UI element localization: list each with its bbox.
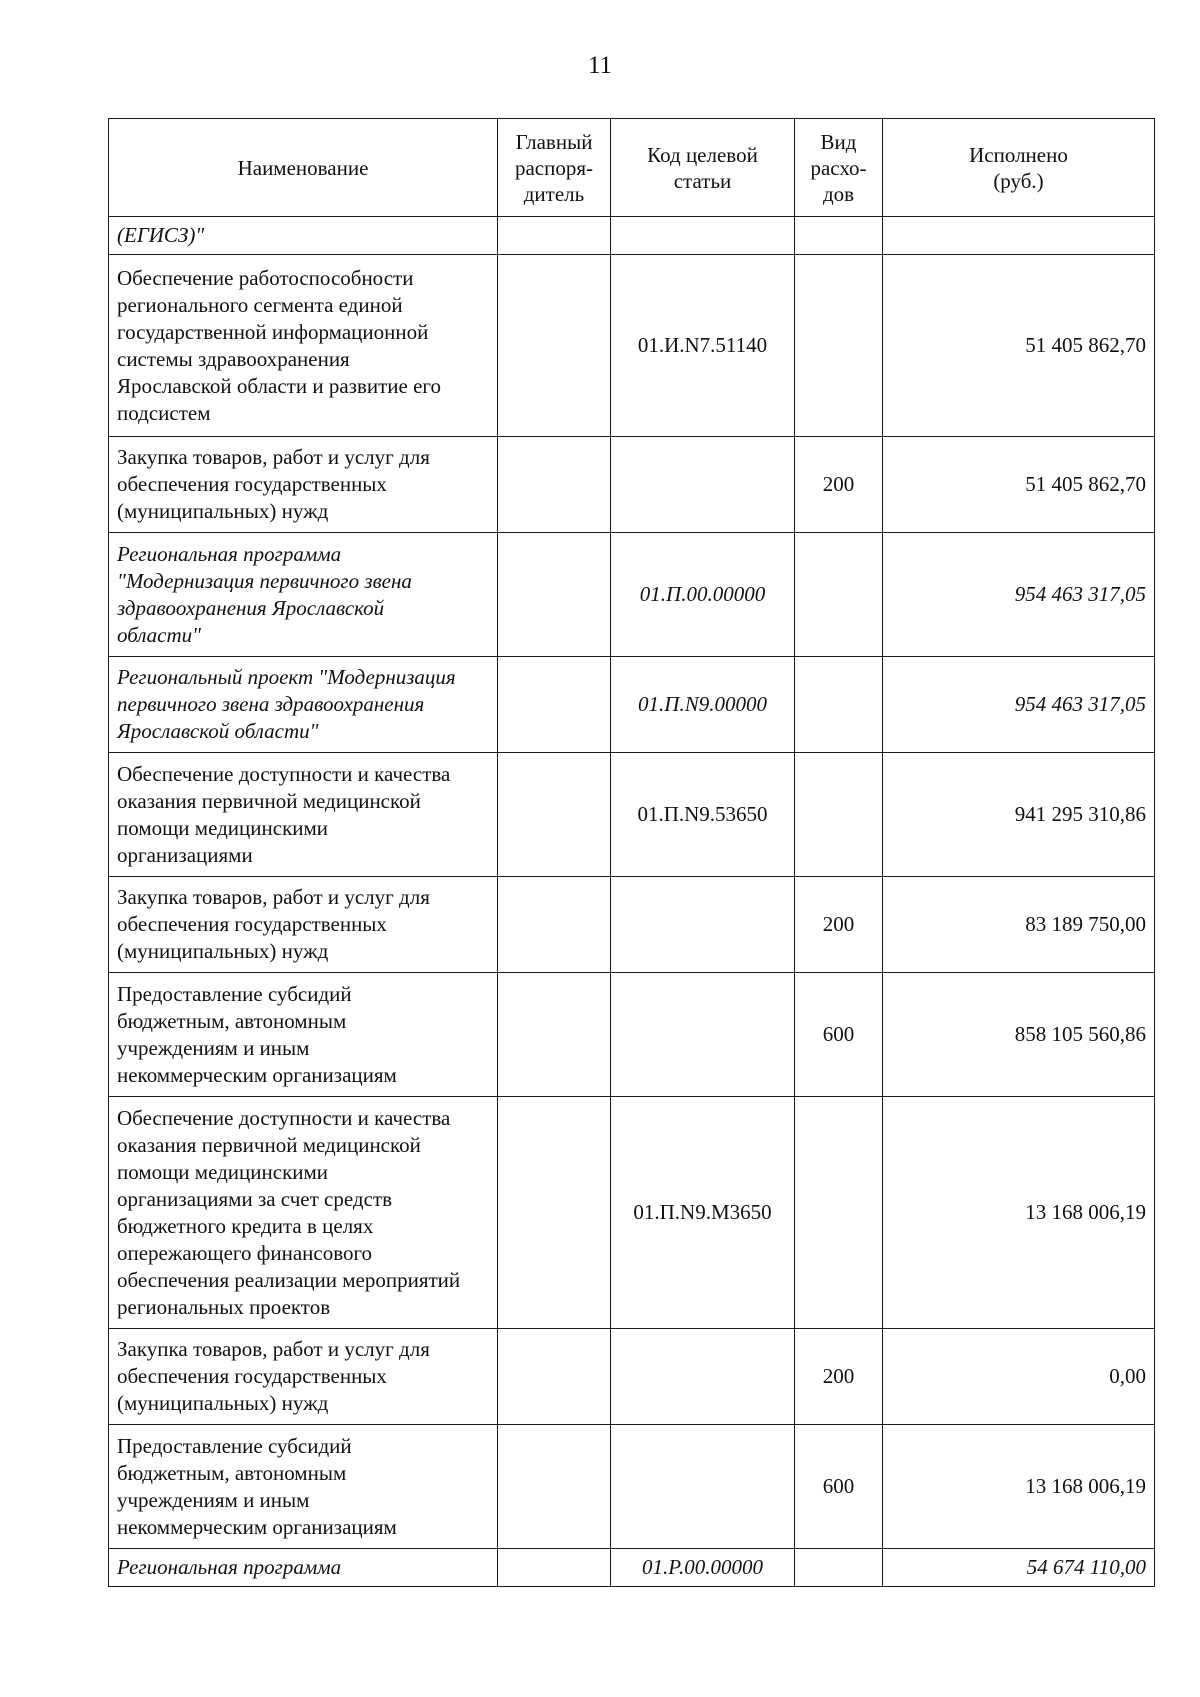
row-kind: 200 (795, 1329, 883, 1425)
row-kind: 200 (795, 437, 883, 533)
row-kind (795, 1549, 883, 1587)
table-row (109, 255, 1155, 437)
row-amount: 13 168 006,19 (883, 1425, 1155, 1549)
row-name: Обеспечение доступности и качества оказания первичной медицинской помощи медицинскими организациями за счет средств бюджетного кредита в целях опережающего финансового обеспечения реализации мероприятий региональных проектов (109, 1097, 498, 1329)
row-code (611, 437, 795, 533)
row-code: 01.П.00.00000 (611, 533, 795, 657)
row-distributor (498, 255, 611, 437)
row-name: Закупка товаров, работ и услуг для обеспечения государственных (муниципальных) нужд (109, 877, 498, 973)
row-distributor (498, 1549, 611, 1587)
header-amount: Исполнено (руб.) (883, 119, 1155, 217)
row-distributor (498, 973, 611, 1097)
row-distributor (498, 533, 611, 657)
row-kind: 600 (795, 973, 883, 1097)
row-kind (795, 255, 883, 437)
table-row (109, 1329, 1155, 1425)
table-row (109, 1549, 1155, 1587)
header-kind: Вид расхо- дов (795, 119, 883, 217)
row-name: Предоставление субсидий бюджетным, автономным учреждениям и иным некоммерческим организациям (109, 973, 498, 1097)
row-distributor (498, 1425, 611, 1549)
row-amount: 954 463 317,05 (883, 533, 1155, 657)
budget-table (108, 118, 1155, 1587)
table-row (109, 437, 1155, 533)
header-distributor: Главный распоря- дитель (498, 119, 611, 217)
table-row (109, 753, 1155, 877)
row-kind (795, 1097, 883, 1329)
table-row (109, 1097, 1155, 1329)
row-distributor (498, 1097, 611, 1329)
row-kind: 600 (795, 1425, 883, 1549)
row-distributor (498, 753, 611, 877)
row-code: 01.Р.00.00000 (611, 1549, 795, 1587)
row-code: 01.П.N9.53650 (611, 753, 795, 877)
table-row (109, 217, 1155, 255)
row-amount: 83 189 750,00 (883, 877, 1155, 973)
row-kind: 200 (795, 877, 883, 973)
row-code: 01.П.N9.М3650 (611, 1097, 795, 1329)
row-code (611, 217, 795, 255)
row-name: Региональная программа (109, 1549, 498, 1587)
row-code (611, 973, 795, 1097)
row-kind (795, 533, 883, 657)
row-distributor (498, 657, 611, 753)
row-code: 01.И.N7.51140 (611, 255, 795, 437)
row-amount: 941 295 310,86 (883, 753, 1155, 877)
row-kind (795, 217, 883, 255)
table-header-row (109, 119, 1155, 217)
row-distributor (498, 217, 611, 255)
row-amount: 0,00 (883, 1329, 1155, 1425)
table-row (109, 877, 1155, 973)
row-name: Предоставление субсидий бюджетным, автономным учреждениям и иным некоммерческим организациям (109, 1425, 498, 1549)
row-name: Обеспечение доступности и качества оказания первичной медицинской помощи медицинскими организациями (109, 753, 498, 877)
row-amount: 51 405 862,70 (883, 437, 1155, 533)
row-amount: 954 463 317,05 (883, 657, 1155, 753)
table-row (109, 533, 1155, 657)
row-distributor (498, 437, 611, 533)
row-amount: 51 405 862,70 (883, 255, 1155, 437)
row-name: Обеспечение работоспособности регионального сегмента единой государственной информационной системы здравоохранения Ярославской области и развитие его подсистем (109, 255, 498, 437)
row-name: Закупка товаров, работ и услуг для обеспечения государственных (муниципальных) нужд (109, 437, 498, 533)
row-kind (795, 657, 883, 753)
row-name: (ЕГИСЗ)" (109, 217, 498, 255)
page-number: 11 (587, 52, 613, 79)
header-code: Код целевой статьи (611, 119, 795, 217)
header-name: Наименование (109, 119, 498, 217)
table-row (109, 657, 1155, 753)
row-name: Региональная программа "Модернизация первичного звена здравоохранения Ярославской области" (109, 533, 498, 657)
row-amount (883, 217, 1155, 255)
row-amount: 13 168 006,19 (883, 1097, 1155, 1329)
row-distributor (498, 1329, 611, 1425)
row-code (611, 877, 795, 973)
table-row (109, 973, 1155, 1097)
row-amount: 858 105 560,86 (883, 973, 1155, 1097)
row-code (611, 1329, 795, 1425)
row-code (611, 1425, 795, 1549)
row-name: Закупка товаров, работ и услуг для обеспечения государственных (муниципальных) нужд (109, 1329, 498, 1425)
row-code: 01.П.N9.00000 (611, 657, 795, 753)
row-name: Региональный проект "Модернизация первичного звена здравоохранения Ярославской области" (109, 657, 498, 753)
table-row (109, 1425, 1155, 1549)
row-amount: 54 674 110,00 (883, 1549, 1155, 1587)
row-distributor (498, 877, 611, 973)
row-kind (795, 753, 883, 877)
